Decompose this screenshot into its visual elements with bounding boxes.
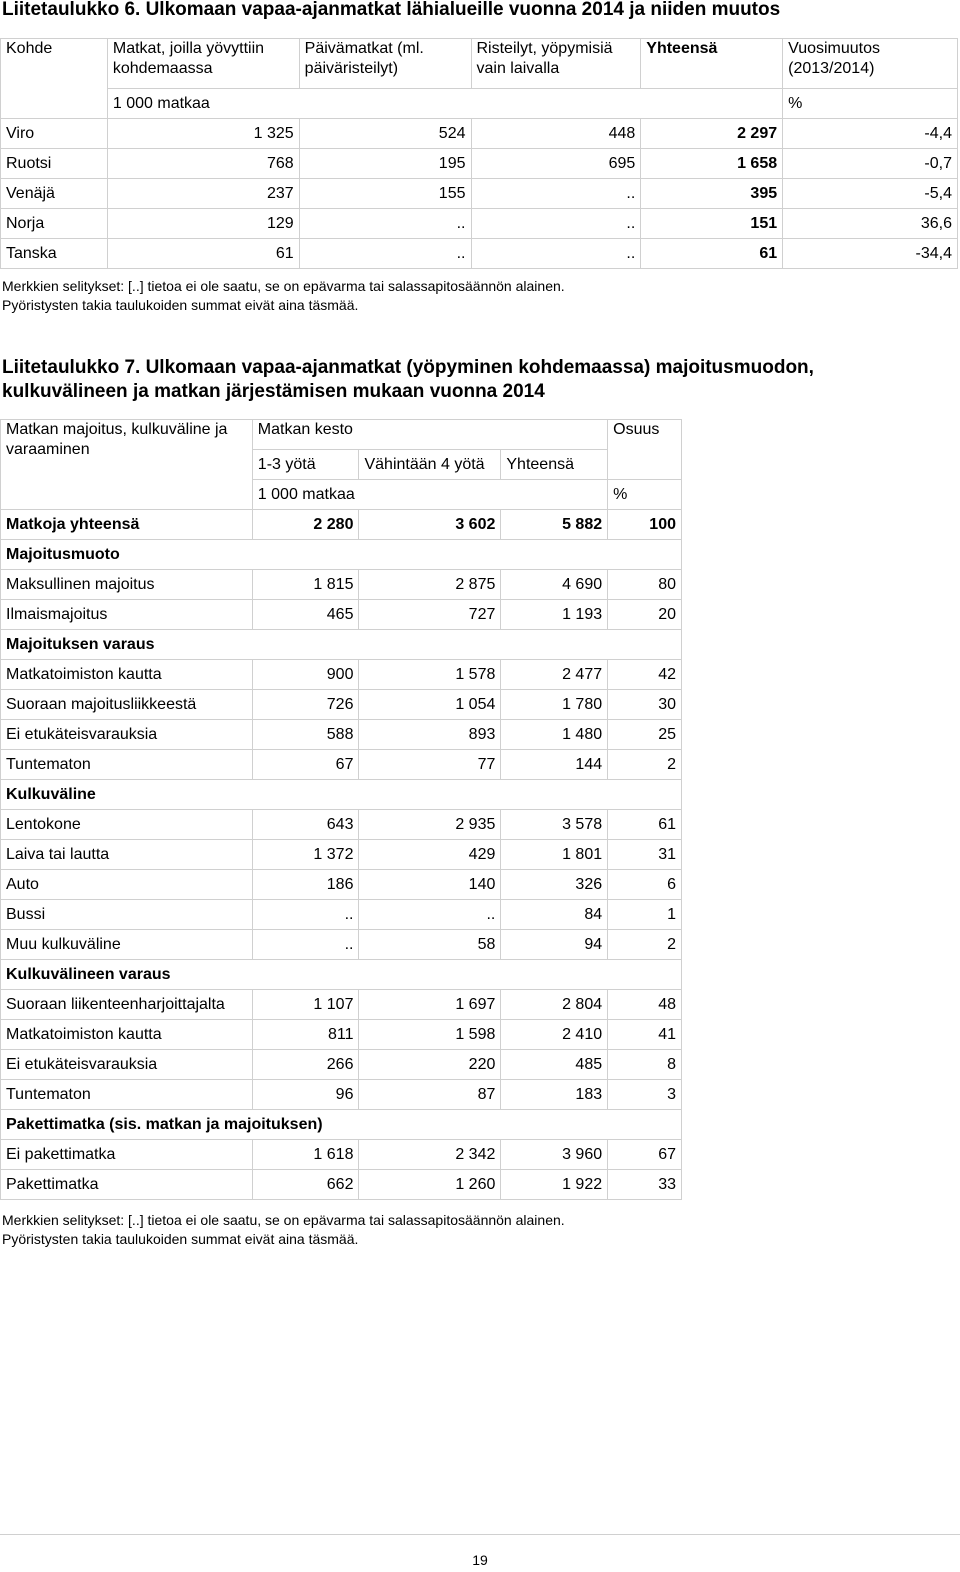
table-row: [1, 510, 682, 540]
cell-osuus: 80: [608, 570, 682, 600]
header-paivamatkat: Päivämatkat (ml. päiväristeilyt): [299, 39, 471, 89]
cell-yhteensa: 151: [641, 209, 783, 239]
table-row: [1, 750, 682, 780]
cell-osuus: 61: [608, 810, 682, 840]
cell-vahintaan4: ..: [359, 900, 501, 930]
cell-paivamatkat: ..: [299, 239, 471, 269]
cell-osuus: 31: [608, 840, 682, 870]
note-rounding: Pyöristysten takia taulukoiden summat eivät aina täsmää.: [2, 1231, 359, 1247]
row-label: Bussi: [1, 900, 253, 930]
cell-yhteensa: 2 804: [501, 990, 608, 1020]
table-row: [1, 870, 682, 900]
cell-yota13: 266: [252, 1050, 359, 1080]
row-label: Tuntematon: [1, 1080, 253, 1110]
cell-risteilyt: ..: [471, 239, 641, 269]
cell-yhteensa: 84: [501, 900, 608, 930]
cell-osuus: 6: [608, 870, 682, 900]
cell-yhteensa: 5 882: [501, 510, 608, 540]
header-yota13: 1-3 yötä: [252, 450, 359, 480]
section-heading: Pakettimatka (sis. matkan ja majoituksen): [1, 1110, 682, 1140]
row-label: Venäjä: [1, 179, 108, 209]
cell-osuus: 41: [608, 1020, 682, 1050]
cell-osuus: 2: [608, 750, 682, 780]
table-row: [1, 990, 682, 1020]
table6-body: [1, 119, 958, 269]
cell-vahintaan4: 140: [359, 870, 501, 900]
header-kesto: Matkan kesto: [252, 420, 607, 450]
cell-yovyttiin: 61: [107, 239, 299, 269]
row-label: Matkoja yhteensä: [1, 510, 253, 540]
cell-risteilyt: 695: [471, 149, 641, 179]
cell-yota13: 662: [252, 1170, 359, 1200]
table-row: [1, 1020, 682, 1050]
cell-yovyttiin: 129: [107, 209, 299, 239]
note-legend: Merkkien selitykset: [..] tietoa ei ole saatu, se on epävarma tai salassapitosäännön alainen.: [2, 1212, 565, 1228]
cell-osuus: 20: [608, 600, 682, 630]
cell-osuus: 3: [608, 1080, 682, 1110]
row-label: Auto: [1, 870, 253, 900]
cell-osuus: 42: [608, 660, 682, 690]
unit-matkaa: 1 000 matkaa: [252, 480, 607, 510]
cell-osuus: 48: [608, 990, 682, 1020]
cell-yota13: 643: [252, 810, 359, 840]
table-row: [1, 930, 682, 960]
cell-yhteensa: 395: [641, 179, 783, 209]
cell-osuus: 2: [608, 930, 682, 960]
cell-yovyttiin: 1 325: [107, 119, 299, 149]
cell-osuus: 67: [608, 1140, 682, 1170]
cell-yota13: 186: [252, 870, 359, 900]
table-row: [1, 900, 682, 930]
section-heading: Majoituksen varaus: [1, 630, 682, 660]
row-label: Maksullinen majoitus: [1, 570, 253, 600]
section-row: [1, 540, 682, 570]
row-label: Matkatoimiston kautta: [1, 1020, 253, 1050]
cell-vahintaan4: 220: [359, 1050, 501, 1080]
cell-yota13: 67: [252, 750, 359, 780]
cell-risteilyt: ..: [471, 209, 641, 239]
table6-title: Liitetaulukko 6. Ulkomaan vapaa-ajanmatkat lähialueille vuonna 2014 ja niiden muutos: [2, 0, 781, 20]
table-row: [1, 1140, 682, 1170]
cell-vahintaan4: 3 602: [359, 510, 501, 540]
cell-paivamatkat: 524: [299, 119, 471, 149]
cell-osuus: 1: [608, 900, 682, 930]
cell-vahintaan4: 1 598: [359, 1020, 501, 1050]
section-heading: Kulkuväline: [1, 780, 682, 810]
row-label: Suoraan majoitusliikkeestä: [1, 690, 253, 720]
cell-yhteensa: 61: [641, 239, 783, 269]
cell-yota13: 588: [252, 720, 359, 750]
section-row: [1, 1110, 682, 1140]
cell-paivamatkat: 155: [299, 179, 471, 209]
cell-yota13: 900: [252, 660, 359, 690]
table7-body: [1, 510, 682, 1200]
cell-osuus: 30: [608, 690, 682, 720]
row-label: Tanska: [1, 239, 108, 269]
header-yhteensa: Yhteensä: [501, 450, 608, 480]
row-label: Ei pakettimatka: [1, 1140, 253, 1170]
cell-yota13: 1 107: [252, 990, 359, 1020]
cell-yhteensa: 183: [501, 1080, 608, 1110]
note-legend: Merkkien selitykset: [..] tietoa ei ole saatu, se on epävarma tai salassapitosäännön alainen.: [2, 278, 565, 294]
row-label: Ei etukäteisvarauksia: [1, 1050, 253, 1080]
unit-pct: %: [608, 480, 682, 510]
cell-yhteensa: 94: [501, 930, 608, 960]
unit-pct: %: [783, 89, 958, 119]
cell-osuus: 33: [608, 1170, 682, 1200]
cell-yota13: 96: [252, 1080, 359, 1110]
cell-osuus: 8: [608, 1050, 682, 1080]
cell-vahintaan4: 429: [359, 840, 501, 870]
row-label: Laiva tai lautta: [1, 840, 253, 870]
section-row: [1, 960, 682, 990]
cell-vahintaan4: 2 935: [359, 810, 501, 840]
unit-matkaa: 1 000 matkaa: [107, 89, 782, 119]
table-row: [1, 209, 958, 239]
table-row: [1, 570, 682, 600]
table7: [0, 419, 682, 1200]
cell-yhteensa: 3 578: [501, 810, 608, 840]
row-label: Lentokone: [1, 810, 253, 840]
section-row: [1, 630, 682, 660]
cell-yhteensa: 1 480: [501, 720, 608, 750]
section-heading: Majoitusmuoto: [1, 540, 682, 570]
row-label: Norja: [1, 209, 108, 239]
cell-yota13: 811: [252, 1020, 359, 1050]
cell-yhteensa: 1 801: [501, 840, 608, 870]
row-label: Suoraan liikenteenharjoittajalta: [1, 990, 253, 1020]
table-row: [1, 840, 682, 870]
cell-yota13: 1 618: [252, 1140, 359, 1170]
row-label: Viro: [1, 119, 108, 149]
cell-yota13: 1 372: [252, 840, 359, 870]
cell-vahintaan4: 77: [359, 750, 501, 780]
row-label: Tuntematon: [1, 750, 253, 780]
cell-vahintaan4: 2 875: [359, 570, 501, 600]
cell-yhteensa: 1 780: [501, 690, 608, 720]
table-row: [1, 600, 682, 630]
cell-yhteensa: 2 410: [501, 1020, 608, 1050]
header-yhteensa: Yhteensä: [641, 39, 783, 89]
cell-yhteensa: 1 922: [501, 1170, 608, 1200]
cell-muutos: 36,6: [783, 209, 958, 239]
section-row: [1, 780, 682, 810]
cell-muutos: -5,4: [783, 179, 958, 209]
row-label: Pakettimatka: [1, 1170, 253, 1200]
table6: [0, 38, 958, 269]
cell-paivamatkat: ..: [299, 209, 471, 239]
table-row: [1, 690, 682, 720]
header-kohde: Kohde: [1, 39, 108, 119]
cell-yota13: ..: [252, 900, 359, 930]
table7-title-line2: kulkuvälineen ja matkan järjestämisen mukaan vuonna 2014: [2, 381, 545, 402]
cell-yhteensa: 4 690: [501, 570, 608, 600]
header-osuus: Osuus: [608, 420, 682, 480]
table-row: [1, 1080, 682, 1110]
cell-muutos: -4,4: [783, 119, 958, 149]
cell-yhteensa: 326: [501, 870, 608, 900]
cell-vahintaan4: 1 054: [359, 690, 501, 720]
page-number: 19: [472, 1552, 488, 1568]
header-yovyttiin: Matkat, joilla yövyttiin kohdemaassa: [107, 39, 299, 89]
cell-yhteensa: 144: [501, 750, 608, 780]
cell-vahintaan4: 2 342: [359, 1140, 501, 1170]
header-vuosimuutos: Vuosimuutos (2013/2014): [783, 39, 958, 89]
cell-risteilyt: 448: [471, 119, 641, 149]
table7-title-line1: Liitetaulukko 7. Ulkomaan vapaa-ajanmatkat (yöpyminen kohdemaassa) majoitusmuodon,: [2, 357, 814, 378]
section-heading: Kulkuvälineen varaus: [1, 960, 682, 990]
table-row: [1, 119, 958, 149]
table-row: [1, 720, 682, 750]
cell-vahintaan4: 58: [359, 930, 501, 960]
table7-notes: [2, 1211, 565, 1249]
table-row: [1, 1050, 682, 1080]
table-row: [1, 810, 682, 840]
cell-vahintaan4: 1 260: [359, 1170, 501, 1200]
table-row: [1, 179, 958, 209]
row-label: Ilmaismajoitus: [1, 600, 253, 630]
table-row: [1, 239, 958, 269]
cell-vahintaan4: 727: [359, 600, 501, 630]
header-risteilyt: Risteilyt, yöpymisiä vain laivalla: [471, 39, 641, 89]
cell-yhteensa: 485: [501, 1050, 608, 1080]
header-vahintaan4: Vähintään 4 yötä: [359, 450, 501, 480]
table6-notes: [2, 277, 565, 315]
cell-yhteensa: 2 477: [501, 660, 608, 690]
cell-muutos: -0,7: [783, 149, 958, 179]
table-row: [1, 149, 958, 179]
cell-paivamatkat: 195: [299, 149, 471, 179]
cell-risteilyt: ..: [471, 179, 641, 209]
cell-yota13: 465: [252, 600, 359, 630]
cell-yovyttiin: 237: [107, 179, 299, 209]
footer-divider: [0, 1534, 960, 1535]
row-label: Ei etukäteisvarauksia: [1, 720, 253, 750]
cell-vahintaan4: 1 697: [359, 990, 501, 1020]
table-row: [1, 660, 682, 690]
cell-muutos: -34,4: [783, 239, 958, 269]
table7-title: [2, 356, 814, 404]
cell-yhteensa: 1 193: [501, 600, 608, 630]
cell-yota13: 726: [252, 690, 359, 720]
cell-vahintaan4: 87: [359, 1080, 501, 1110]
cell-yota13: 2 280: [252, 510, 359, 540]
cell-osuus: 25: [608, 720, 682, 750]
cell-osuus: 100: [608, 510, 682, 540]
cell-yota13: 1 815: [252, 570, 359, 600]
row-label: Ruotsi: [1, 149, 108, 179]
cell-yhteensa: 1 658: [641, 149, 783, 179]
row-label: Matkatoimiston kautta: [1, 660, 253, 690]
cell-yovyttiin: 768: [107, 149, 299, 179]
cell-yhteensa: 2 297: [641, 119, 783, 149]
row-label: Muu kulkuväline: [1, 930, 253, 960]
cell-yota13: ..: [252, 930, 359, 960]
table-row: [1, 1170, 682, 1200]
cell-vahintaan4: 1 578: [359, 660, 501, 690]
note-rounding: Pyöristysten takia taulukoiden summat eivät aina täsmää.: [2, 297, 359, 313]
cell-vahintaan4: 893: [359, 720, 501, 750]
cell-yhteensa: 3 960: [501, 1140, 608, 1170]
header-label: Matkan majoitus, kulkuväline ja varaaminen: [1, 420, 253, 510]
